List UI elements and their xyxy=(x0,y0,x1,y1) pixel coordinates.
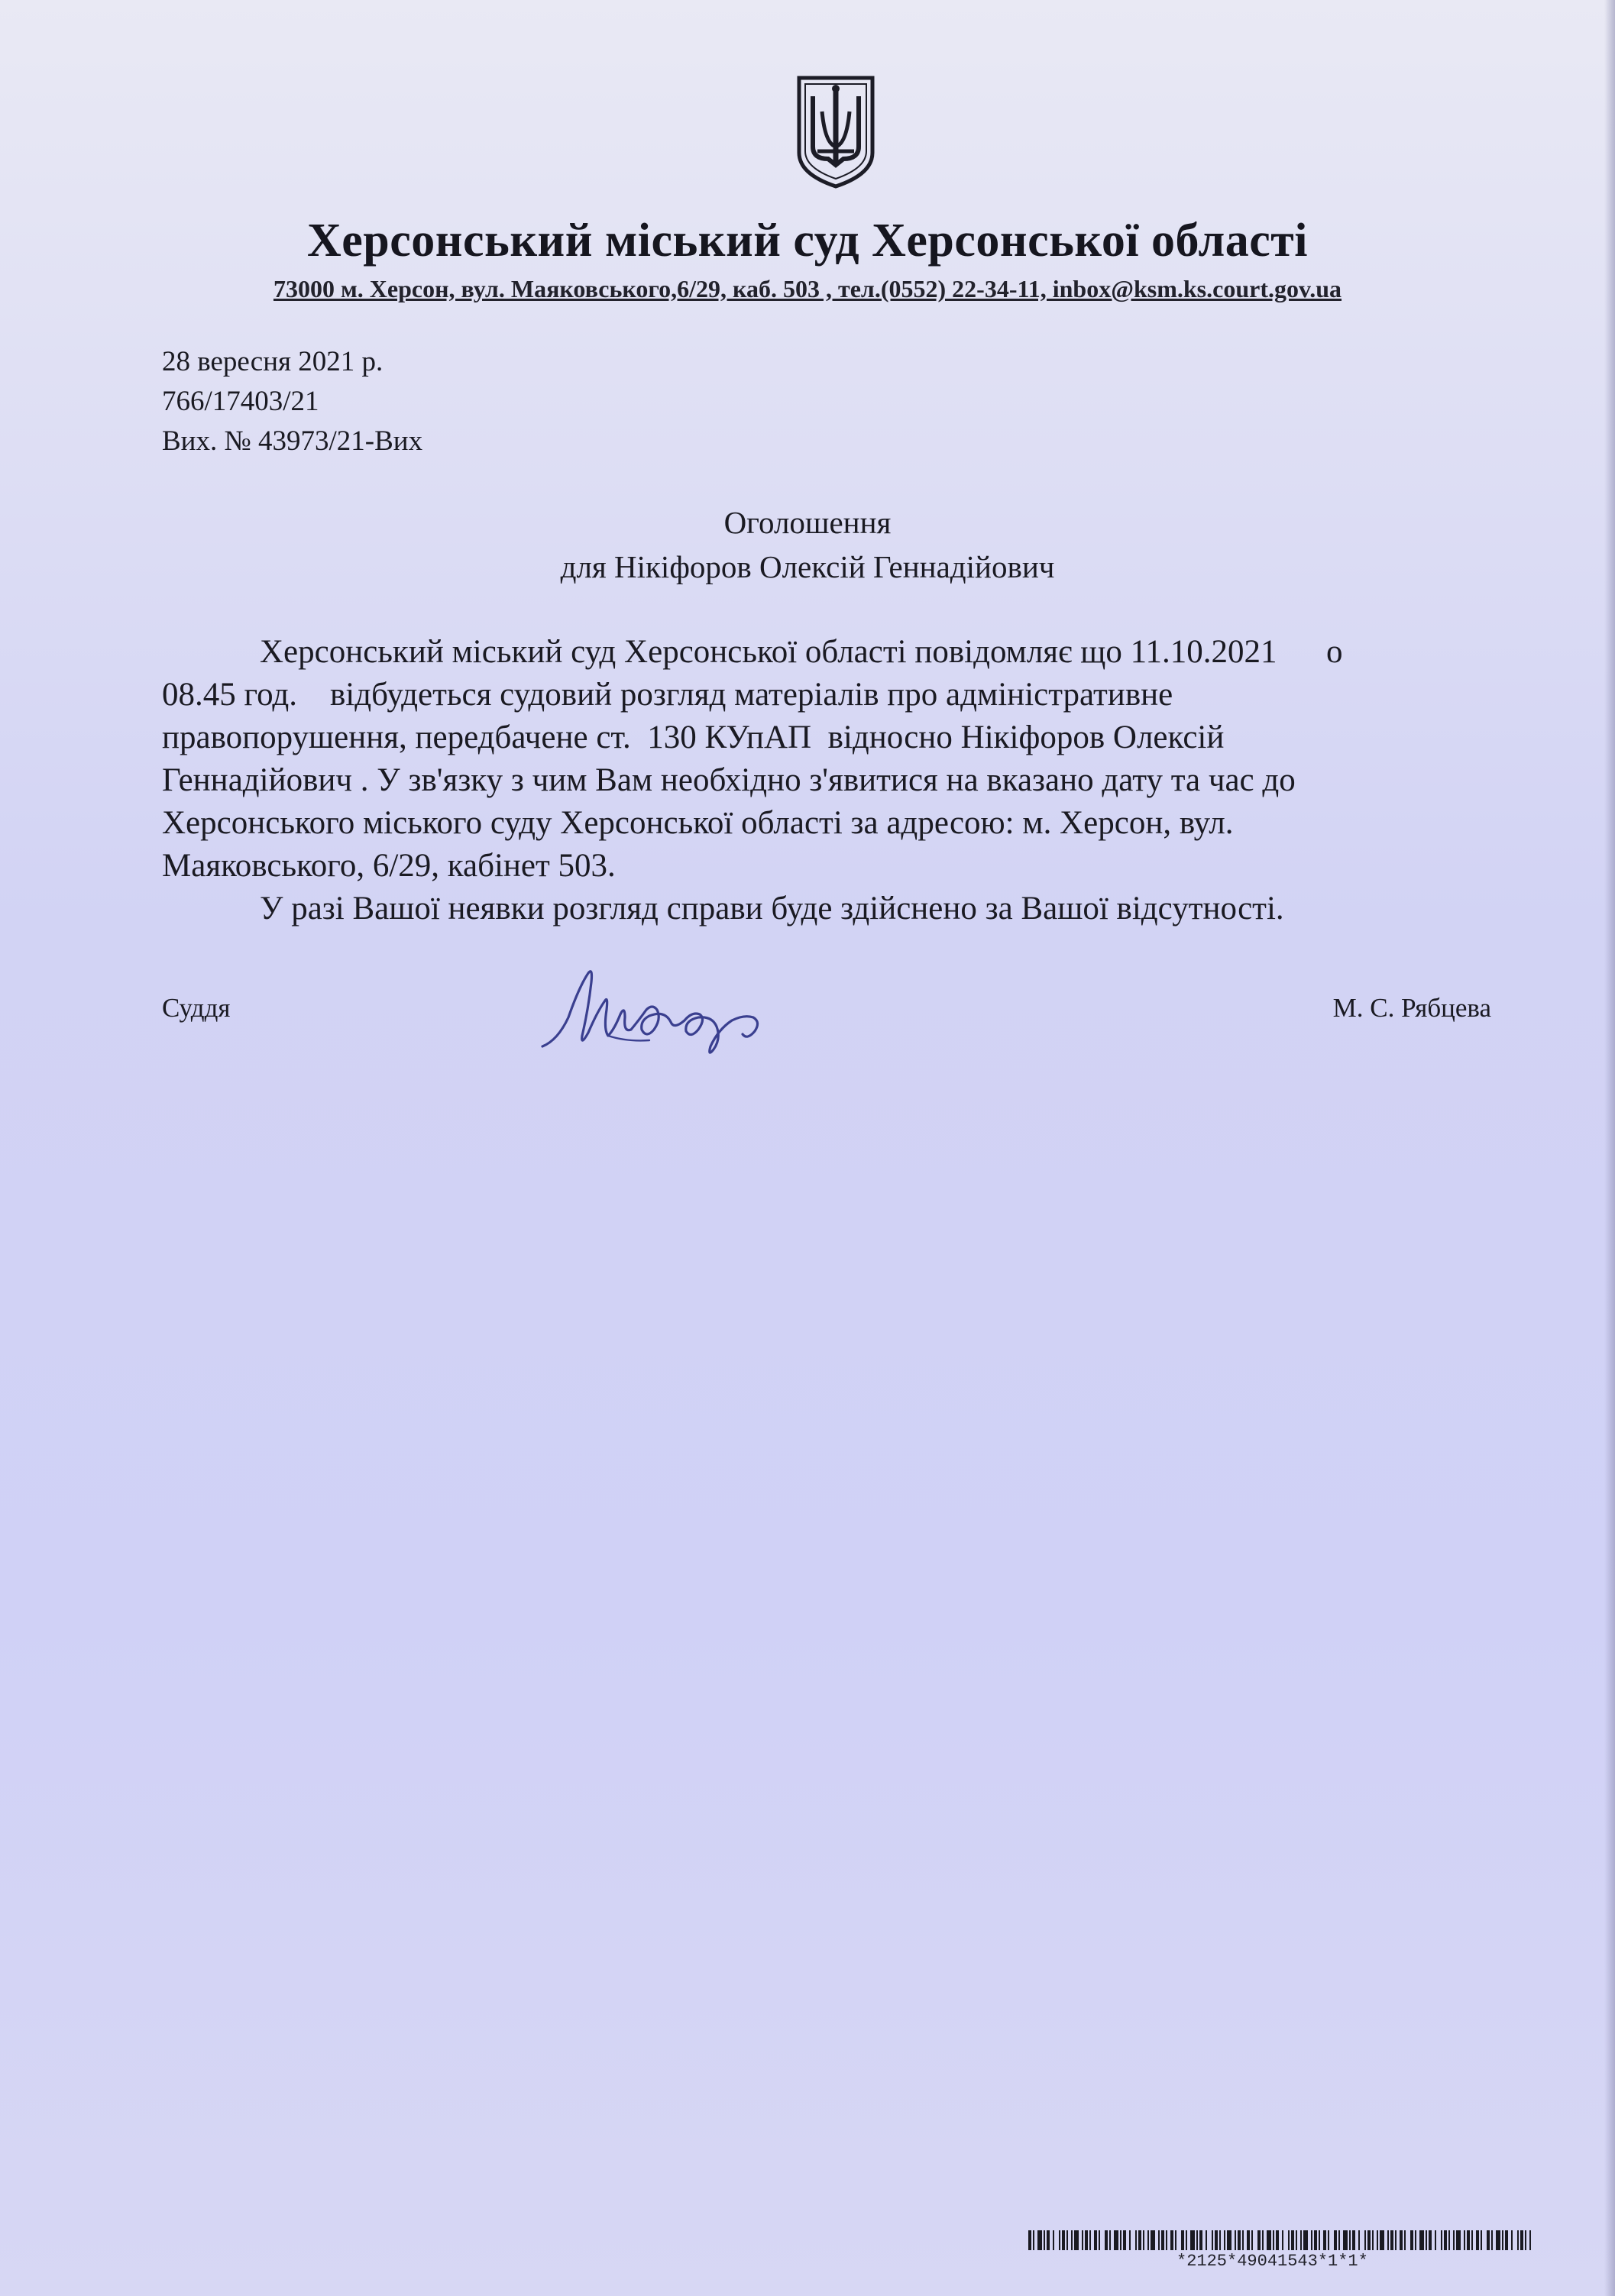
barcode-bar xyxy=(1288,2230,1290,2250)
barcode-bar xyxy=(1059,2230,1060,2250)
barcode-bar xyxy=(1502,2230,1503,2250)
barcode-bar xyxy=(1372,2230,1374,2250)
barcode-bar xyxy=(1235,2230,1236,2250)
barcode-bar xyxy=(1037,2230,1042,2250)
barcode-bar xyxy=(1181,2230,1184,2250)
body-line: Геннадійович . У зв'язку з чим Вам необхідно з'явитися на вказано дату та час до xyxy=(162,762,1296,798)
barcode-bar xyxy=(1247,2230,1250,2250)
barcode-bar xyxy=(1242,2230,1244,2250)
barcode-bar xyxy=(1328,2230,1329,2250)
page-edge-shadow xyxy=(1604,0,1615,2296)
barcode-bar xyxy=(1517,2230,1519,2250)
barcode-bar xyxy=(1367,2230,1371,2250)
barcode xyxy=(1028,2230,1532,2250)
barcode-bar xyxy=(1476,2230,1479,2250)
barcode-bar xyxy=(1135,2230,1137,2250)
barcode-bar xyxy=(1094,2230,1097,2250)
barcode-bar xyxy=(1464,2230,1465,2250)
barcode-bar xyxy=(1296,2230,1297,2250)
notice-body xyxy=(162,631,1491,930)
barcode-bar xyxy=(1199,2230,1202,2250)
barcode-bar xyxy=(1311,2230,1312,2250)
barcode-bar xyxy=(1143,2230,1144,2250)
document-meta xyxy=(162,342,422,461)
barcode-bar xyxy=(1062,2230,1065,2250)
court-address-line: 73000 м. Херсон, вул. Маяковського,6/29, каб. 503 , тел.(0552) 22-34-11, inbox@ksm.ks.court.gov.ua xyxy=(273,275,1342,302)
barcode-bar xyxy=(1267,2230,1271,2250)
barcode-bar xyxy=(1175,2230,1176,2250)
barcode-bar xyxy=(1105,2230,1108,2250)
barcode-bar xyxy=(1491,2230,1493,2250)
barcode-bar xyxy=(1212,2230,1213,2250)
barcode-bar xyxy=(1387,2230,1389,2250)
handwritten-signature xyxy=(535,956,817,1071)
barcode-bar xyxy=(1215,2230,1218,2250)
body-line: 08.45 год. відбудеться судовий розгляд матеріалів про адміністративне xyxy=(162,677,1173,713)
barcode-bar xyxy=(1323,2230,1326,2250)
barcode-bar xyxy=(1273,2230,1274,2250)
barcode-bar xyxy=(1448,2230,1450,2250)
notice-title: Оголошення xyxy=(723,505,892,540)
barcode-bar xyxy=(1349,2230,1351,2250)
barcode-number: *2125*49041543*1*1* xyxy=(1176,2252,1368,2271)
judge-role-label: Суддя xyxy=(162,993,231,1023)
barcode-bar xyxy=(1033,2230,1034,2250)
body-line: Маяковського, 6/29, кабінет 503. xyxy=(162,848,616,884)
barcode-bar xyxy=(1390,2230,1393,2250)
barcode-bar xyxy=(1525,2230,1526,2250)
barcode-bar xyxy=(1099,2230,1100,2250)
barcode-bar xyxy=(1410,2230,1413,2250)
document-date: 28 вересня 2021 р. xyxy=(162,346,384,377)
barcode-bar xyxy=(1190,2230,1195,2250)
barcode-bar xyxy=(1196,2230,1198,2250)
barcode-bar xyxy=(1161,2230,1164,2250)
body-line: Херсонський міський суд Херсонської області повідомляє що 11.10.2021 о xyxy=(260,634,1343,670)
barcode-bar xyxy=(1166,2230,1167,2250)
barcode-bar xyxy=(1358,2230,1360,2250)
barcode-bar xyxy=(1300,2230,1302,2250)
barcode-bar xyxy=(1047,2230,1050,2250)
case-number: 766/17403/21 xyxy=(162,386,319,417)
barcode-bar xyxy=(1238,2230,1241,2250)
barcode-bar xyxy=(1262,2230,1264,2250)
barcode-bar xyxy=(1219,2230,1221,2250)
barcode-bar xyxy=(1529,2230,1531,2250)
barcode-bar xyxy=(1071,2230,1073,2250)
barcode-bar xyxy=(1303,2230,1308,2250)
barcode-bar xyxy=(1453,2230,1455,2250)
barcode-bar xyxy=(1395,2230,1397,2250)
barcode-bar xyxy=(1481,2230,1482,2250)
barcode-bar xyxy=(1251,2230,1253,2250)
barcode-bar xyxy=(1404,2230,1406,2250)
barcode-bar xyxy=(1334,2230,1337,2250)
coat-of-arms-trident-icon xyxy=(795,73,877,189)
barcode-bar xyxy=(1053,2230,1054,2250)
barcode-bar xyxy=(1441,2230,1442,2250)
barcode-bar xyxy=(1206,2230,1207,2250)
outgoing-number: Вих. № 43973/21-Вих xyxy=(162,425,423,457)
barcode-bar xyxy=(1089,2230,1091,2250)
barcode-bar xyxy=(1338,2230,1340,2250)
barcode-bar xyxy=(1511,2230,1513,2250)
barcode-bar xyxy=(1487,2230,1490,2250)
judge-name: М. С. Рябцева xyxy=(1332,993,1491,1023)
barcode-bar xyxy=(1186,2230,1187,2250)
barcode-bar xyxy=(1426,2230,1427,2250)
barcode-bar xyxy=(1082,2230,1083,2250)
barcode-bar xyxy=(1282,2230,1283,2250)
barcode-bar xyxy=(1028,2230,1031,2250)
barcode-bar xyxy=(1227,2230,1231,2250)
barcode-bar xyxy=(1114,2230,1118,2250)
barcode-bar xyxy=(1120,2230,1121,2250)
body-line: правопорушення, передбачене ст. 130 КУпАП відносно Нікіфоров Олексій xyxy=(162,720,1225,755)
barcode-bar xyxy=(1429,2230,1432,2250)
barcode-bar xyxy=(1044,2230,1045,2250)
barcode-bar xyxy=(1129,2230,1131,2250)
barcode-bar xyxy=(1109,2230,1111,2250)
barcode-bar xyxy=(1400,2230,1403,2250)
body-line: У разі Вашої неявки розгляд справи буде здійснено за Вашої відсутності. xyxy=(260,891,1284,926)
barcode-bar xyxy=(1377,2230,1378,2250)
barcode-bar xyxy=(1520,2230,1523,2250)
barcode-bar xyxy=(1352,2230,1355,2250)
barcode-bar xyxy=(1364,2230,1366,2250)
barcode-bar xyxy=(1314,2230,1317,2250)
court-name-heading: Херсонський міський суд Херсонської області xyxy=(307,215,1308,267)
barcode-bar xyxy=(1467,2230,1470,2250)
barcode-bar xyxy=(1505,2230,1508,2250)
barcode-bar xyxy=(1257,2230,1261,2250)
barcode-bar xyxy=(1456,2230,1461,2250)
barcode-bar xyxy=(1074,2230,1079,2250)
notice-recipient: для Нікіфоров Олексій Геннадійович xyxy=(560,549,1055,584)
barcode-bar xyxy=(1415,2230,1416,2250)
body-line: Херсонського міського суду Херсонської області за адресою: м. Херсон, вул. xyxy=(162,805,1234,841)
barcode-bar xyxy=(1496,2230,1500,2250)
barcode-bar xyxy=(1319,2230,1320,2250)
barcode-bar xyxy=(1138,2230,1141,2250)
barcode-bar xyxy=(1151,2230,1155,2250)
barcode-bar xyxy=(1066,2230,1068,2250)
barcode-bar xyxy=(1158,2230,1160,2250)
barcode-bar xyxy=(1123,2230,1126,2250)
barcode-bar xyxy=(1444,2230,1447,2250)
barcode-bar xyxy=(1435,2230,1436,2250)
barcode-bar xyxy=(1170,2230,1173,2250)
barcode-bar xyxy=(1085,2230,1088,2250)
barcode-bar xyxy=(1471,2230,1473,2250)
barcode-bar xyxy=(1380,2230,1384,2250)
barcode-bar xyxy=(1291,2230,1294,2250)
barcode-bar xyxy=(1276,2230,1279,2250)
barcode-bar xyxy=(1224,2230,1225,2250)
barcode-bar xyxy=(1343,2230,1348,2250)
barcode-bar xyxy=(1419,2230,1424,2250)
barcode-bar xyxy=(1147,2230,1149,2250)
